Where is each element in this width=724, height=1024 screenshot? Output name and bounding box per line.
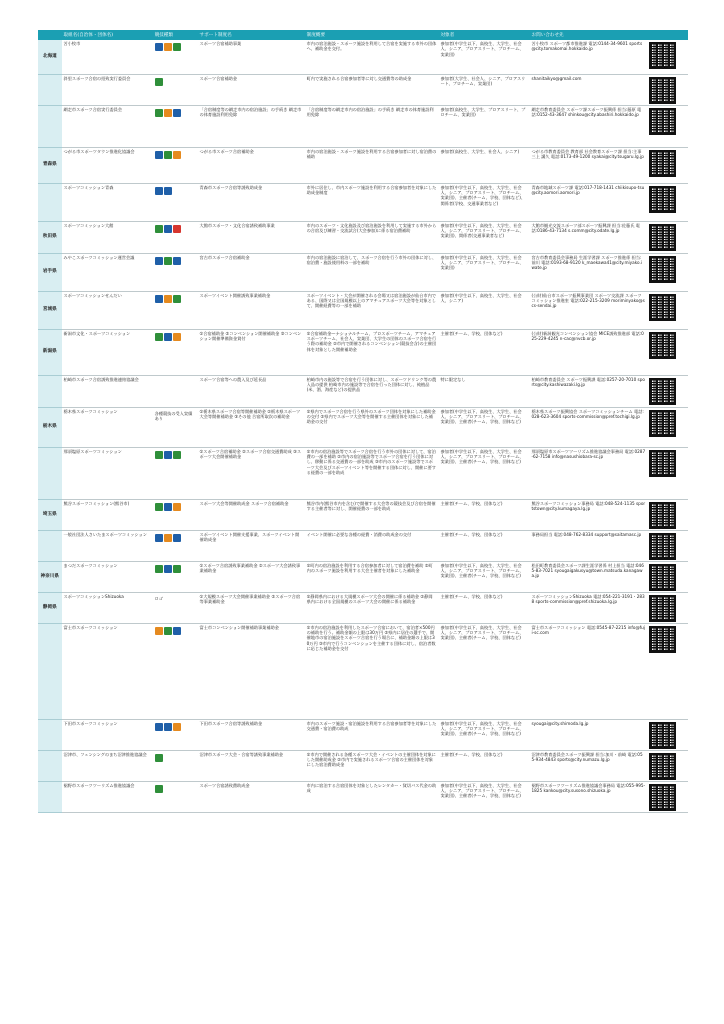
header-name: 取組名(自治体・団体名)	[62, 30, 153, 40]
table-row	[38, 623, 688, 719]
prefecture-cell	[38, 781, 62, 812]
sport-icons-cell	[153, 499, 198, 530]
prefecture-cell: 栃木県	[38, 407, 62, 447]
sport-icon	[173, 225, 181, 233]
prefecture-cell: 埼玉県	[38, 499, 62, 530]
sport-icon	[164, 43, 172, 51]
org-name-cell: 沼津市、フェンシングのまち沼津推進協議会	[62, 750, 153, 781]
target-cell: 主催者(チーム、学校、団体など)	[438, 530, 529, 561]
prefecture-cell	[38, 530, 62, 561]
sport-icon	[155, 187, 163, 195]
sport-icons-cell	[153, 375, 198, 407]
contact-cell: 栃木県スポーツ振興協会 スポーツコミッションチーム 電話:028-623-3604 sports-commission@pref.tochigi.lg.jp	[529, 407, 647, 447]
target-cell: 参加者(高校生、大学生、プロアスリート、プロチーム、実業団)	[438, 105, 529, 147]
header-qr	[647, 30, 688, 40]
table-row	[38, 719, 688, 750]
qr-code-icon[interactable]	[649, 784, 676, 811]
header-contact: お問い合わせ先	[529, 30, 647, 40]
header-support: サポート制度名	[198, 30, 305, 40]
contact-cell: (公財)新潟観光コンベンション協会 MICE誘致推進部 電話:025-229-4245 n-cac@nvcb.or.jp	[529, 329, 647, 375]
sport-icons-cell	[153, 592, 198, 623]
table-row	[38, 561, 688, 592]
target-cell: 参加者(中学生以下、高校生、大学生、社会人、シニア、プロアスリート、プロチーム、実業団)、関係者(交通事業者など)	[438, 221, 529, 253]
support-name-cell: 富士市コンベンション開催補助事業補助金	[198, 623, 305, 719]
target-cell: 参加者(高校生、大学生、社会人、シニア)	[438, 147, 529, 183]
org-name-cell: 栃木県スポーツコミッション	[62, 407, 153, 447]
qr-cell	[647, 561, 688, 592]
org-name-cell: 富士市スポーツコミッション	[62, 623, 153, 719]
qr-code-icon[interactable]	[649, 224, 676, 251]
prefecture-cell	[38, 623, 62, 719]
org-name-cell: スポーツコミッションせんだい	[62, 291, 153, 329]
table-row	[38, 750, 688, 781]
contact-cell: shanitaikyo@gmail.com	[529, 74, 647, 105]
contact-cell: スポーツコミッションShizuoka 電話:054-221-3191・2838 sports-commission@pref.shizuoka.lg.jp	[529, 592, 647, 623]
contact-cell: 那須塩原市スポーツツーリズム推進協議会事務局 電話:0287-62-7158 info@nasushiobara-sc.jp	[529, 447, 647, 499]
target-cell: 主催者(チーム、学校、団体など)	[438, 329, 529, 375]
sport-icons-cell	[153, 105, 198, 147]
qr-cell	[647, 329, 688, 375]
target-cell: 参加者(大学生、社会人、シニア、プロアスリート、プロチーム、実業団)	[438, 74, 529, 105]
support-name-cell: 宮古市スポーツ合宿補助金	[198, 253, 305, 291]
table-row	[38, 74, 688, 105]
summary-cell: 「合宿制度等の網走市内の宿泊施設」の手続き 網走市の体育施設利用免除	[305, 105, 439, 147]
sport-icon	[164, 503, 172, 511]
table-row	[38, 592, 688, 623]
sport-icon	[173, 295, 181, 303]
sport-icon	[164, 565, 172, 573]
contact-cell: 大館市観光交流スポーツ部スポーツ振興課 担当:佐藤氏 電話:0186-43-7134 s.comm@city.odate.lg.jp	[529, 221, 647, 253]
support-name-cell: スポーツ合宿等への農入及び延長品	[198, 375, 305, 407]
sport-icon	[164, 534, 172, 542]
sport-icons-cell	[153, 40, 198, 74]
org-name-cell: 熊谷スポーツコミッション(熊谷市)	[62, 499, 153, 530]
qr-cell	[647, 623, 688, 719]
qr-code-icon[interactable]	[649, 108, 676, 135]
prefecture-cell	[38, 719, 62, 750]
target-cell: 参加者(中学生以下、高校生、大学生、社会人、シニア、プロアスリート、プロチーム、実業団)、主催者(チーム、学校、団体など)	[438, 781, 529, 812]
summary-cell: イベント開催に必要な各種の経費・消費の助成金の交付	[305, 530, 439, 561]
prefecture-cell: 青森県	[38, 147, 62, 183]
table-row	[38, 253, 688, 291]
support-name-cell: 大館市スポーツ・文化合宿誘致補助事業	[198, 221, 305, 253]
sport-icon	[155, 565, 163, 573]
sport-note: 各種競技の受入実績あり	[154, 410, 193, 421]
qr-cell	[647, 291, 688, 329]
contact-cell: 網走市教育委員会 スポーツ課スポーツ振興係 担当:藤原 電話:0152-43-3647 shinkou@city.abashiri.hokkaido.jp	[529, 105, 647, 147]
contact-cell: つがる市教育委員会 教育部 社会教育スポーツ課 担当:主事 三上 講久 電話:0173-49-1200 syakai@city.tsugaru.lg.jp	[529, 147, 647, 183]
sport-icon	[155, 109, 163, 117]
sport-icon	[173, 723, 181, 731]
sport-icon	[164, 151, 172, 159]
qr-cell	[647, 105, 688, 147]
qr-code-icon[interactable]	[649, 42, 676, 69]
prefecture-cell: 秋田県	[38, 221, 62, 253]
summary-cell: 市内のスポーツ・文化施設及び宿泊施設を利用して実施する市外からの合宿及び練習・交流試合(大会参加)に係る宿泊費補助	[305, 221, 439, 253]
support-name-cell: 「合宿制度等の網走市内の宿泊施設」の手続き 網走市の体育施設利用免除	[198, 105, 305, 147]
prefecture-cell: 神奈川県	[38, 561, 62, 592]
sport-icon	[164, 333, 172, 341]
support-name-cell: ①スポーツ合宿補助金 ②スポーツ合宿交通費助成 ③スポーツ大会開催補助金	[198, 447, 305, 499]
org-name-cell: まつだスポーツコミッション	[62, 561, 153, 592]
prefecture-cell: 新潟県	[38, 329, 62, 375]
sport-icons-cell	[153, 74, 198, 105]
table-row	[38, 40, 688, 74]
prefecture-cell: 岩手県	[38, 253, 62, 291]
qr-code-icon[interactable]	[649, 450, 676, 477]
summary-cell: 市内の宿泊施設・スポーツ施設を利用して合宿を実施する市外の団体へ、補助金を交付。	[305, 40, 439, 74]
contact-cell: (公財)仙台市スポーツ振興事業団 スポーツ交流課 スポーツコミッション推進室 電話:022-215-3209 moriminyako@scs-sendai.jp	[529, 291, 647, 329]
sport-icons-cell	[153, 561, 198, 592]
sport-icons-cell	[153, 253, 198, 291]
sport-note: ロゴ	[154, 595, 163, 601]
qr-code-icon[interactable]	[649, 378, 676, 405]
qr-code-icon[interactable]	[649, 564, 676, 591]
table-row	[38, 105, 688, 147]
sport-icons-cell	[153, 447, 198, 499]
support-name-cell: スポーツイベント開催誘致事業補助金	[198, 291, 305, 329]
org-name-cell: 那須塩原スポーツコミッション	[62, 447, 153, 499]
sport-icon	[164, 225, 172, 233]
sport-icon	[155, 785, 163, 793]
sport-icon	[173, 534, 181, 542]
support-name-cell: 下田市スポーツ合宿等誘致補助金	[198, 719, 305, 750]
contact-cell: 松田町教育委員会スポーツ課生涯学習係 村上担当 電話:0465-83-7021 syougaigakusyu@town.matsuda.kanagawa.jp	[529, 561, 647, 592]
prefecture-cell	[38, 105, 62, 147]
support-name-cell: ①スポーツ合宿誘致事業補助金 ②スポーツ大会誘致事業補助金	[198, 561, 305, 592]
prefecture-cell	[38, 447, 62, 499]
org-name-cell: 新潟市文化・スポーツコミッション	[62, 329, 153, 375]
sport-icon	[173, 451, 181, 459]
target-cell: 参加者(中学生以下、高校生、大学生、社会人、シニア、プロアスリート、プロチーム、実業団)、主催者(チーム、学校、団体など)	[438, 719, 529, 750]
summary-cell: ①県内でスポーツ合宿を行う県外のスポーツ団体を対象にした補助金の交付 ②県内でスポーツ大会等を開催する主催団体を対象にした補助金の交付	[305, 407, 439, 447]
summary-cell: 町内で実施される合宿参加者等に対し交通費等の助成金	[305, 74, 439, 105]
sport-icon	[164, 451, 172, 459]
qr-cell	[647, 147, 688, 183]
contact-cell: 苫小牧市 スポーツ都市推進課 電話:0144-34-9601 sports@city.tomakomai.hokkaido.jp	[529, 40, 647, 74]
contact-cell: 熊谷スポーツコミッション事務局 電話:048-524-1135 sportstown@city.kumagaya.lg.jp	[529, 499, 647, 530]
sport-icon	[155, 754, 163, 762]
sport-icons-cell	[153, 781, 198, 812]
summary-cell: 市内に宿泊する合宿団体を対象としたレンタカー・貸切バス代金の助成	[305, 781, 439, 812]
sport-icon	[155, 627, 163, 635]
contact-cell: 宮古市教育委員会事務局 生涯学習課 スポーツ推進係 担当:前川 電話:0193-68-9120 k_maekawa41@city.miyako.iwate.jp	[529, 253, 647, 291]
sport-icon	[155, 257, 163, 265]
table-row	[38, 447, 688, 499]
summary-cell: 熊谷市内(熊谷市内を含む)で開催する大会等の競技会及び合宿を開催する主催者等に対し、開催経費の一部を助成	[305, 499, 439, 530]
target-cell: 主催者(チーム、学校、団体など)	[438, 592, 529, 623]
qr-code-icon[interactable]	[649, 186, 676, 213]
summary-cell: ①町内の宿泊施設を利用する合宿参加者に対して宿泊費を補助 ②町内のスポーツ施設を利用する大会主催者を対象にした補助金	[305, 561, 439, 592]
org-name-cell: 網走市スポーツ合宿実行委員会	[62, 105, 153, 147]
sport-icon	[164, 723, 172, 731]
table-row	[38, 147, 688, 183]
support-name-cell: 青森市スポーツ合宿等誘致助成金	[198, 183, 305, 221]
org-name-cell: 裾野市スポーツツーリズム推進協議会	[62, 781, 153, 812]
sport-icon	[173, 257, 181, 265]
target-cell: 参加者(中学生以下、高校生、大学生、社会人、シニア、プロアスリート、プロチーム、実業団)、主催者(チーム、学校、団体など)	[438, 447, 529, 499]
summary-cell: 市外に居住し、市内スポーツ施設を利用する合宿参加者を対象にした助成金制度	[305, 183, 439, 221]
sport-icon	[173, 565, 181, 573]
prefecture-cell	[38, 750, 62, 781]
qr-code-icon[interactable]	[649, 502, 676, 529]
sport-icons-cell	[153, 183, 198, 221]
qr-cell	[647, 447, 688, 499]
org-name-cell: スポーツコミッション大館	[62, 221, 153, 253]
sport-icon	[155, 534, 163, 542]
contact-cell: syougai@city.shimoda.lg.jp	[529, 719, 647, 750]
summary-cell: ①静岡県内における大規模スポーツ大会の開催に係る補助金 ②静岡県内における全国規模のスポーツ大会の開催に係る補助金	[305, 592, 439, 623]
header-pref	[38, 30, 62, 40]
sport-icon	[164, 109, 172, 117]
support-name-cell: ①大規模スポーツ大会開催事業補助金 ②スポーツ合宿等事業補助金	[198, 592, 305, 623]
contact-cell: 裾野市スポーツツーリズム推進協議会事務局 電話:055-995-1825 kankou@city.susono.shizuoka.jp	[529, 781, 647, 812]
qr-code-icon[interactable]	[649, 533, 676, 560]
support-table	[38, 30, 688, 813]
table-header	[38, 30, 688, 40]
header-sport: 競技種類	[153, 30, 198, 40]
sport-icon	[164, 627, 172, 635]
sport-icon	[164, 295, 172, 303]
sport-icon	[155, 503, 163, 511]
summary-cell: 柏崎市内の施設等で合宿を行う団体に対し、スポーツドリンク等の農入品の提供 柏崎市内の施設等で合宿を行った団体に対し、純植品(米、酒、海産など)の提供品	[305, 375, 439, 407]
qr-cell	[647, 750, 688, 781]
qr-cell	[647, 592, 688, 623]
qr-cell	[647, 375, 688, 407]
qr-cell	[647, 253, 688, 291]
table-row	[38, 329, 688, 375]
sport-icons-cell	[153, 407, 198, 447]
prefecture-cell: 静岡県	[38, 592, 62, 623]
sport-icons-cell	[153, 530, 198, 561]
support-name-cell: スポーツイベント開催支援事業、スポーツイベント開催助成金	[198, 530, 305, 561]
sport-icon	[155, 295, 163, 303]
sport-icons-cell	[153, 291, 198, 329]
sport-icon	[173, 151, 181, 159]
support-name-cell: スポーツ合宿誘致費助成金	[198, 781, 305, 812]
org-name-cell: 下田市スポーツコミッション	[62, 719, 153, 750]
target-cell: 参加者(中学生以下、高校生、大学生、社会人、シニア、プロアスリート、プロチーム、実業団)、主催者(チーム、学校、団体など)	[438, 561, 529, 592]
target-cell: 参加者(中学生以下、高校生、大学生、社会人、シニア、プロアスリート、プロチーム、実業団)	[438, 40, 529, 74]
qr-code-icon[interactable]	[649, 626, 676, 653]
contact-cell: 富士市スポーツコミッション 電話:0545-87-2215 info@fuji-sc.com	[529, 623, 647, 719]
table-row	[38, 499, 688, 530]
sport-icon	[173, 627, 181, 635]
qr-code-icon[interactable]	[649, 77, 676, 104]
sport-icon	[155, 723, 163, 731]
header-target: 対象者	[438, 30, 529, 40]
summary-cell: ①市内で開催される各種スポーツ大会・イベントの主催団体を対象にした開催助成金 ②市内で実施されるスポーツ合宿の主催団体を対象にした宿泊費助成金	[305, 750, 439, 781]
sport-icons-cell	[153, 623, 198, 719]
support-name-cell: ①栃木県スポーツ合宿等開催補助金 ②栃木県スポーツ大会等開催補助金 ③その他 合宿所取次の補助金	[198, 407, 305, 447]
qr-cell	[647, 530, 688, 561]
header-summary: 制度概要	[305, 30, 439, 40]
support-name-cell: スポーツ合宿補助金	[198, 74, 305, 105]
sport-icon	[164, 187, 172, 195]
table-row	[38, 183, 688, 221]
sport-icon	[164, 257, 172, 265]
prefecture-cell: 北海道	[38, 40, 62, 74]
qr-cell	[647, 183, 688, 221]
sport-icon	[155, 451, 163, 459]
table-row	[38, 221, 688, 253]
summary-cell: 市内の宿泊施設・スポーツ施設を利用する合宿参加者に対し宿泊費の補助	[305, 147, 439, 183]
sport-icons-cell	[153, 147, 198, 183]
qr-code-icon[interactable]	[649, 595, 676, 622]
sport-icon	[155, 43, 163, 51]
summary-cell: ①市内の宿泊施設等でスポーツ合宿を行う市外の団体に対して、宿泊費の一部を補助 ②市内の宿泊施設等でスポーツ合宿を行う団体に対し、移動に係る交通費の一部を助成 ③市内のスポーツ施設等でスポーツ大会及びスポーツイベント等を開催する団体に対し、開催に要する経費の一部を助成	[305, 447, 439, 499]
summary-cell: 市内の宿泊施設に宿泊して、スポーツ合宿を行う市外の団体に対し、宿泊費・施設使用料の一部を補助	[305, 253, 439, 291]
contact-cell: 沼津市教育委員会スポーツ振興課 担当:加川・前崎 電話:055-934-4843 sports@city.numazu.lg.jp	[529, 750, 647, 781]
target-cell: 参加者(中学生以下、高校生、大学生、社会人、シニア)	[438, 291, 529, 329]
support-name-cell: ①合宿補助金 ②コンベンション開催補助金 ③コンベンション開催準備資金貸付	[198, 329, 305, 375]
table-row	[38, 375, 688, 407]
summary-cell: スポーツイベント・大会が開催される会場又は宿泊施設が仙台市内である、国際又は全国規模以上のアマチュアスポーツ大会等を対象として、開催経費等の一部を補助	[305, 291, 439, 329]
table-body	[38, 40, 688, 812]
contact-cell: 青森市地域スポーツ課 電話:017-718-1431 chiikisupo-tsu@city.aomori.aomori.jp	[529, 183, 647, 221]
support-name-cell: 沼津市スポーツ大会・合宿等誘致事業補助金	[198, 750, 305, 781]
sport-icons-cell	[153, 221, 198, 253]
qr-cell	[647, 407, 688, 447]
target-cell: 参加者(中学生以下、高校生、大学生、社会人、シニア、プロアスリート、プロチーム、実業団)、主催者(チーム、学校、団体など)、関係者(学校、交通事業者など)	[438, 183, 529, 221]
target-cell: 参加者(中学生以下、高校生、大学生、社会人、シニア、プロアスリート、プロチーム、実業団)、主催者(チーム、学校、団体など)	[438, 623, 529, 719]
target-cell: 主催者(チーム、学校、団体など)	[438, 750, 529, 781]
table-row	[38, 781, 688, 812]
org-name-cell: みやこスポーツコミッション運営会議	[62, 253, 153, 291]
sport-icon	[155, 225, 163, 233]
qr-cell	[647, 781, 688, 812]
prefecture-cell	[38, 375, 62, 407]
sport-icon	[155, 151, 163, 159]
target-cell: 参加者(中学生以下、高校生、大学生、社会人、シニア、プロアスリート、プロチーム、実業団)、主催者(チーム、学校、団体など)	[438, 407, 529, 447]
table-row	[38, 291, 688, 329]
sport-icon	[155, 333, 163, 341]
qr-cell	[647, 221, 688, 253]
table-row	[38, 407, 688, 447]
qr-cell	[647, 40, 688, 74]
target-cell: 特に限定なし	[438, 375, 529, 407]
sport-icon	[173, 333, 181, 341]
support-name-cell: つがる市スポーツ合宿補助金	[198, 147, 305, 183]
support-name-cell: スポーツ合宿補助事業	[198, 40, 305, 74]
qr-cell	[647, 499, 688, 530]
summary-cell: ①市内の宿泊施設を利用したスポーツ合宿において、宿泊者×500円の補助を行う。補助金額の上限は30万円 ②県内に居住の選手で、開催地市の宿泊施設をスポーツ合宿を行う場合に、補助金額の上限は30万円 ③市内で行うコンベンションを主催する団体に対し、宿泊者数に応じた補助金を交付	[305, 623, 439, 719]
table-row	[38, 530, 688, 561]
prefecture-cell: 宮城県	[38, 291, 62, 329]
org-name-cell: 苫小牧市	[62, 40, 153, 74]
sport-icons-cell	[153, 719, 198, 750]
org-name-cell: スポーツコミッション青森	[62, 183, 153, 221]
prefecture-cell	[38, 74, 62, 105]
target-cell: 参加者(中学生以下、高校生、大学生、社会人、シニア、プロアスリート、プロチーム、実業団)	[438, 253, 529, 291]
support-table-page	[38, 30, 688, 813]
qr-code-icon[interactable]	[649, 410, 676, 437]
org-name-cell: 斜里スポーツ合宿の招致実行委員会	[62, 74, 153, 105]
org-name-cell: 一般社団法人さいたまスポーツコミッション	[62, 530, 153, 561]
qr-code-icon[interactable]	[649, 256, 676, 283]
qr-code-icon[interactable]	[649, 753, 676, 780]
qr-code-icon[interactable]	[649, 722, 676, 749]
sport-icons-cell	[153, 329, 198, 375]
org-name-cell: スポーツコミッションShizuoka	[62, 592, 153, 623]
sport-icon	[173, 503, 181, 511]
sport-icon	[173, 43, 181, 51]
target-cell: 主催者(チーム、学校、団体など)	[438, 499, 529, 530]
summary-cell: ①合宿補助金—ナショナルチーム、プロスポーツチーム、アマチュアスポーツチーム、社会人、実業団、大学生の団体のスポーツ合宿を行う際の補助金 ②市内で開催されるコンベンション(競技会含)の主催団体を対象とした開催補助金	[305, 329, 439, 375]
prefecture-cell	[38, 183, 62, 221]
contact-cell: 事務局担当 電話:048-762-8334 support@saitamasc.jp	[529, 530, 647, 561]
qr-code-icon[interactable]	[649, 294, 676, 321]
sport-icons-cell	[153, 750, 198, 781]
qr-cell	[647, 719, 688, 750]
sport-icon	[173, 109, 181, 117]
contact-cell: 柏崎市教育委員会 スポーツ振興課 電話:0257-20-7010 sports@city.kashiwazaki.lg.jp	[529, 375, 647, 407]
org-name-cell: 柏崎市スポーツ合宿誘致推進連絡協議会	[62, 375, 153, 407]
qr-code-icon[interactable]	[649, 332, 676, 359]
qr-cell	[647, 74, 688, 105]
sport-icon	[155, 78, 163, 86]
org-name-cell: つがる市スポーツタウン推進化協議会	[62, 147, 153, 183]
qr-code-icon[interactable]	[649, 150, 676, 177]
support-name-cell: スポーツ大会等開催助成金 スポーツ合宿補助金	[198, 499, 305, 530]
summary-cell: 市内のスポーツ施設・宿泊施設を利用する合宿参加者等を対象にした交通費・宿泊費の助成	[305, 719, 439, 750]
